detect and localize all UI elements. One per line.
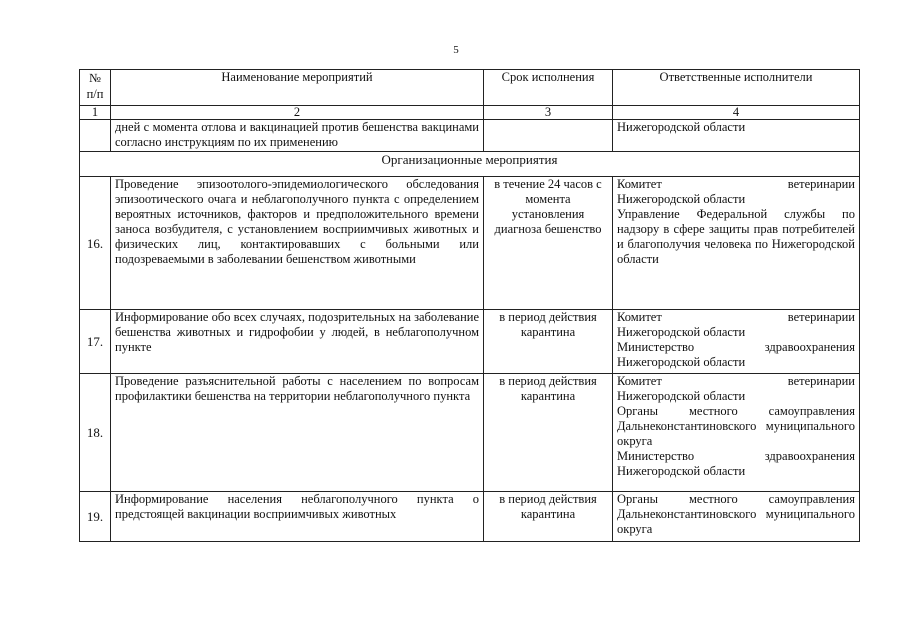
- row-number: 18.: [80, 374, 111, 492]
- row-name: Информирование обо всех случаях, подозрительных на заболевание бешенства животных и гидрофобии у людей, в неблагополучном пункте: [111, 310, 484, 374]
- section-row: [80, 152, 860, 177]
- header-deadline: Срок исполнения: [484, 70, 613, 106]
- responsible-word: Комитет: [617, 310, 662, 324]
- responsible-line: [617, 374, 855, 389]
- responsible-line: [617, 177, 855, 192]
- row-responsible: [613, 492, 860, 542]
- row-num-empty: [80, 120, 111, 152]
- column-number: 1: [80, 106, 111, 120]
- row-responsible: Нижегородской области: [613, 120, 860, 152]
- responsible-word: ветеринарии: [787, 374, 855, 388]
- row-name: Проведение эпизоотолого-эпидемиологического обследования эпизоотического очага и неблагополучного пункта с определением вероятных источников, факторов и предположительного времени заноса возбудителя, с установлением восприимчивых животных и физических лиц, контактировавших с больными или подозреваемыми в заболевании бешенством животными: [111, 177, 484, 310]
- responsible-line: Нижегородской области: [617, 192, 746, 206]
- measures-table: [79, 69, 860, 542]
- row-name: Проведение разъяснительной работы с населением по вопросам профилактики бешенства на территории неблагополучного пункта: [111, 374, 484, 492]
- responsible-word: Министерство: [617, 340, 695, 354]
- responsible-line: Органы местного самоуправления Дальнеконстантиновского муниципального округа: [617, 404, 855, 448]
- table-row: [80, 310, 860, 374]
- column-number: 3: [484, 106, 613, 120]
- table-row: [80, 177, 860, 310]
- responsible-line: Управление Федеральной службы по надзору в сфере защиты прав потребителей и благополучия человека по Нижегородской области: [617, 207, 855, 266]
- row-deadline: в период действия карантина: [484, 492, 613, 542]
- responsible-word: Комитет: [617, 374, 662, 388]
- responsible-line: [617, 310, 855, 325]
- row-number: 17.: [80, 310, 111, 374]
- column-number: 4: [613, 106, 860, 120]
- responsible-word: ветеринарии: [787, 310, 855, 324]
- responsible-word: ветеринарии: [787, 177, 855, 191]
- responsible-word: Министерство: [617, 449, 695, 463]
- responsible-line: Органы местного самоуправления Дальнеконстантиновского муниципального округа: [617, 492, 855, 536]
- table-row: [80, 492, 860, 542]
- responsible-word: здравоохранения: [764, 340, 855, 354]
- responsible-word: здравоохранения: [764, 449, 855, 463]
- column-number: 2: [111, 106, 484, 120]
- responsible-line: Нижегородской области: [617, 325, 746, 339]
- column-numbers-row: [80, 106, 860, 120]
- responsible-line: [617, 449, 855, 464]
- table-row-continued: [80, 120, 860, 152]
- header-name: Наименование мероприятий: [111, 70, 484, 106]
- row-responsible: [613, 177, 860, 310]
- responsible-word: Комитет: [617, 177, 662, 191]
- row-responsible: [613, 310, 860, 374]
- responsible-line: Нижегородской области: [617, 464, 746, 478]
- row-responsible: [613, 374, 860, 492]
- responsible-line: Нижегородской области: [617, 389, 746, 403]
- row-deadline: [484, 120, 613, 152]
- page-number: 5: [453, 44, 459, 56]
- row-deadline: в период действия карантина: [484, 374, 613, 492]
- responsible-line: [617, 340, 855, 355]
- row-name: дней с момента отлова и вакцинацией против бешенства вакцинами согласно инструкциям по их применению: [111, 120, 484, 152]
- section-title: Организационные мероприятия: [80, 152, 860, 177]
- row-number: 19.: [80, 492, 111, 542]
- header-num: № п/п: [80, 70, 111, 106]
- row-number: 16.: [80, 177, 111, 310]
- table-header-row: [80, 70, 860, 106]
- row-deadline: в течение 24 часов с момента установления диагноза бешенство: [484, 177, 613, 310]
- row-deadline: в период действия карантина: [484, 310, 613, 374]
- table-row: [80, 374, 860, 492]
- header-responsible: Ответственные исполнители: [613, 70, 860, 106]
- row-name: Информирование населения неблагополучного пункта о предстоящей вакцинации восприимчивых животных: [111, 492, 484, 542]
- responsible-line: Нижегородской области: [617, 355, 746, 369]
